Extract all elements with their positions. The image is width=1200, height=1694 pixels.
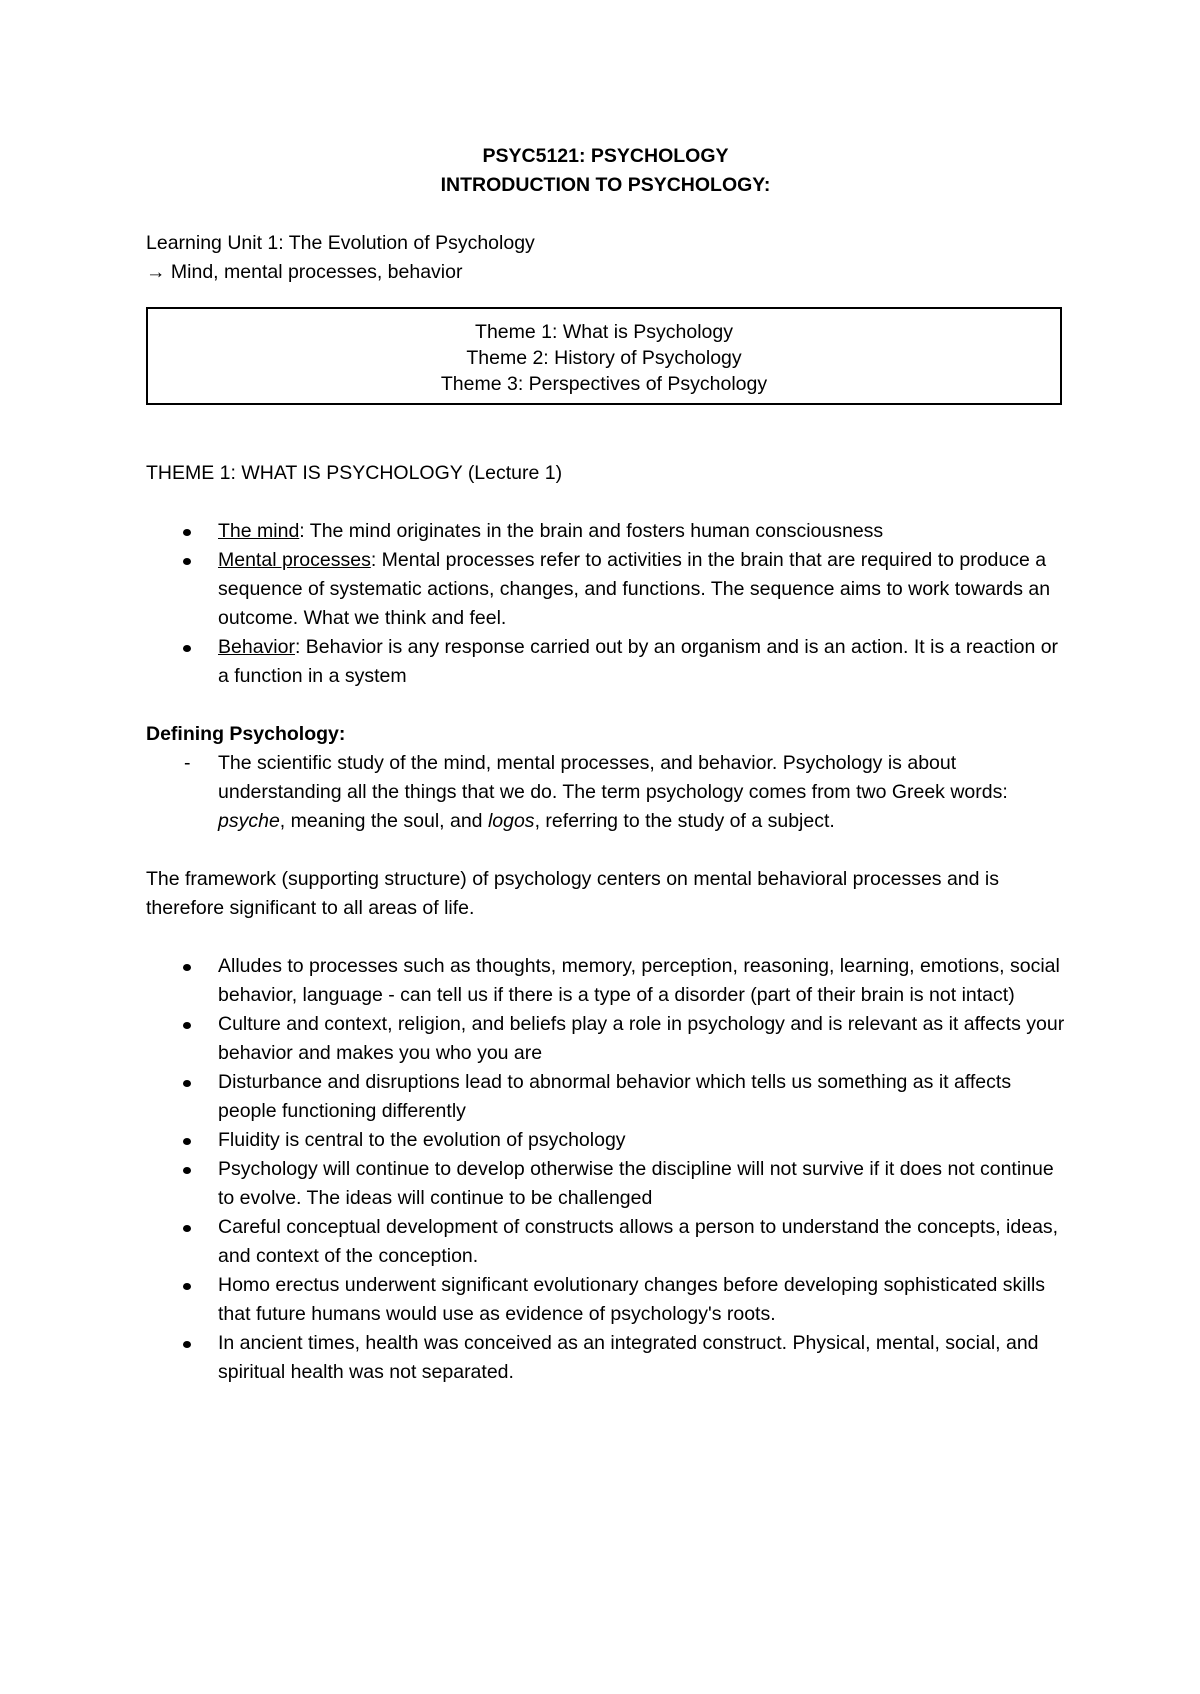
list-item: Fluidity is central to the evolution of psychology [146, 1126, 1065, 1155]
term-definition: : The mind originates in the brain and fosters human consciousness [299, 520, 884, 542]
framework-list [146, 952, 1065, 1387]
framework-paragraph: The framework (supporting structure) of psychology centers on mental behavioral processes and is therefore significant to all areas of life. [146, 868, 999, 919]
unit-keywords: → Mind, mental processes, behavior [146, 261, 463, 283]
defining-text: , meaning the soul, and [279, 810, 488, 832]
course-title: PSYC5121: PSYCHOLOGY [482, 145, 729, 167]
term-definition: : Behavior is any response carried out by an organism and is an action. It is a reaction or a function in a system [218, 636, 1059, 687]
theme-3-line: Theme 3: Perspectives of Psychology [440, 373, 768, 395]
list-item: Disturbance and disruptions lead to abnormal behavior which tells us something as it affects people functioning differently [146, 1068, 1065, 1126]
defining-text: , referring to the study of a subject. [534, 810, 835, 832]
list-item: Careful conceptual development of constructs allows a person to understand the concepts, ideas, and context of the conception. [146, 1213, 1065, 1271]
document-subtitle: INTRODUCTION TO PSYCHOLOGY: [440, 174, 771, 196]
spacer [146, 923, 1065, 952]
spacer [146, 836, 1065, 865]
defining-text: The scientific study of the mind, mental processes, and behavior. Psychology is about understanding all the things that we do. The term psychology comes from two Greek words: [218, 752, 1008, 803]
theme-2-line: Theme 2: History of Psychology [466, 347, 742, 369]
list-item [146, 633, 1065, 691]
list-item: Alludes to processes such as thoughts, memory, perception, reasoning, learning, emotions, social behavior, language - can tell us if there is a type of a disorder (part of their brain is not intact) [146, 952, 1065, 1010]
list-item: Culture and context, religion, and beliefs play a role in psychology and is relevant as it affects your behavior and makes you who you are [146, 1010, 1065, 1068]
term-label: The mind [218, 520, 300, 542]
spacer [146, 488, 1065, 517]
term-definition: : Mental processes refer to activities in the brain that are required to produce a sequence of systematic actions, changes, and functions. The sequence aims to work towards an outcome. What we think and feel. [218, 549, 1051, 629]
list-item [146, 546, 1065, 633]
unit-title: Learning Unit 1: The Evolution of Psychology [146, 232, 535, 254]
defining-list [146, 749, 1065, 836]
spacer [146, 691, 1065, 720]
theme-1-heading: THEME 1: WHAT IS PSYCHOLOGY (Lecture 1) [146, 462, 563, 484]
term-label: Mental processes [218, 549, 371, 571]
list-item: Psychology will continue to develop otherwise the discipline will not survive if it does not continue to evolve. The ideas will continue to be challenged [146, 1155, 1065, 1213]
themes-box [146, 307, 1062, 405]
logos-term: logos [487, 810, 535, 832]
term-label: Behavior [218, 636, 295, 658]
theme-1-line: Theme 1: What is Psychology [475, 321, 733, 343]
list-item: Homo erectus underwent significant evolutionary changes before developing sophisticated skills that future humans would use as evidence of psychology's roots. [146, 1271, 1065, 1329]
list-item [146, 749, 1065, 836]
defining-heading: Defining Psychology: [146, 723, 346, 745]
terms-list [146, 517, 1065, 691]
spacer [146, 200, 1065, 229]
psyche-term: psyche [218, 810, 280, 832]
list-item [146, 517, 1065, 546]
list-item: In ancient times, health was conceived as an integrated construct. Physical, mental, social, and spiritual health was not separated. [146, 1329, 1065, 1387]
